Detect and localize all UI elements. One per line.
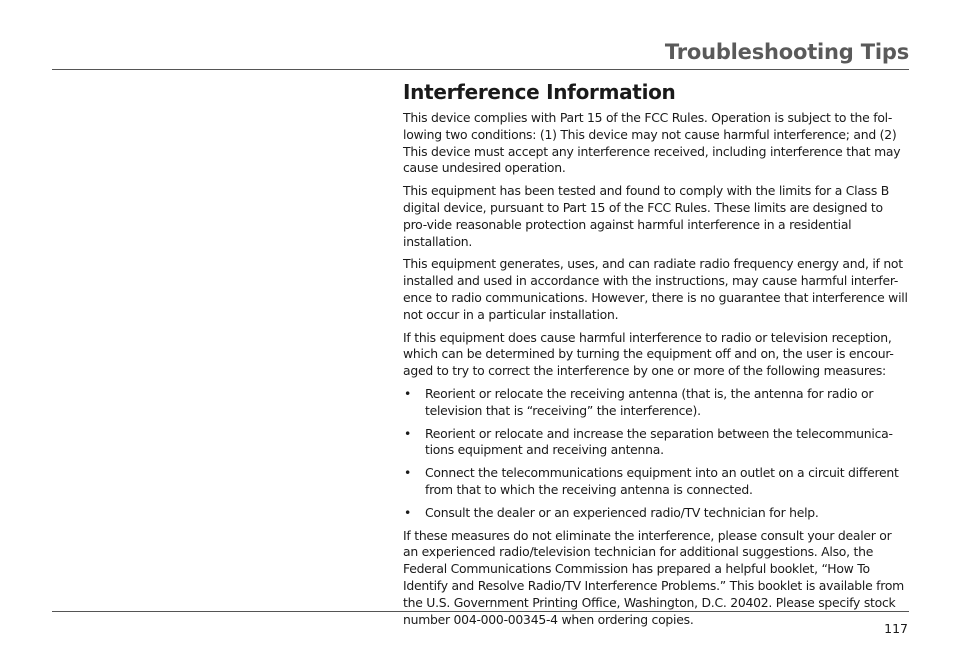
paragraph-class-b: This equipment has been tested and found to comply with the limits for a Class B digital device, pursuant to Part 15 of the FCC Rules. These limits are designed to pro-vide reasonable protection against harmful interference in a residential installation. xyxy=(403,183,890,249)
list-item xyxy=(403,465,909,499)
list-item-text: Connect the telecommunications equipment into an outlet on a circuit different from that to which the receiving antenna is connected. xyxy=(425,465,899,497)
list-item-text: Reorient or relocate and increase the separation between the telecommunica-tions equipment and receiving antenna. xyxy=(425,425,893,458)
list-item xyxy=(403,426,909,460)
main-content xyxy=(403,79,909,634)
page-header-title: Troubleshooting Tips xyxy=(664,40,909,64)
paragraph-compliance: This device complies with Part 15 of the FCC Rules. Operation is subject to the fol-lowing two conditions: (1) This device may not cause harmful interference; and (2) This device must accept any interference received, including interference that may cause undesired operation. xyxy=(403,110,901,176)
bullet-icon: • xyxy=(404,504,412,520)
paragraph-measures-intro: If this equipment does cause harmful interference to radio or television reception, which can be determined by turning the equipment off and on, the user is encour-aged to try to correct the interference by one or more of the following measures: xyxy=(403,329,894,379)
page-number: 117 xyxy=(884,621,908,636)
measures-list xyxy=(403,386,909,522)
list-item-text: Reorient or relocate the receiving antenna (that is, the antenna for radio or television that is “receiving” the interference). xyxy=(425,385,874,418)
list-item xyxy=(403,505,909,522)
bullet-icon: • xyxy=(404,385,412,401)
paragraph-further-help: If these measures do not eliminate the interference, please consult your dealer or an experienced radio/television technician for additional suggestions. Also, the Federal Communications Commission has prepared a helpful booklet, “How To Identify and Resolve Radio/TV Interference Problems.” This booklet is available from the U.S. Government Printing Office, Washington, D.C. 20402. Please specify stock number 004-000-00345-4 when ordering copies. xyxy=(403,527,904,627)
section-heading: Interference Information xyxy=(403,80,676,104)
header-divider xyxy=(52,69,909,70)
paragraph-radio-energy: This equipment generates, uses, and can radiate radio frequency energy and, if not installed and used in accordance with the instructions, may cause harmful interfer-ence to radio communications. However, there is no guarantee that interference will not occur in a particular installation. xyxy=(403,256,908,322)
footer-divider xyxy=(52,611,909,612)
list-item xyxy=(403,386,909,420)
bullet-icon: • xyxy=(404,465,412,481)
bullet-icon: • xyxy=(404,425,412,441)
list-item-text: Consult the dealer or an experienced radio/TV technician for help. xyxy=(425,504,819,520)
